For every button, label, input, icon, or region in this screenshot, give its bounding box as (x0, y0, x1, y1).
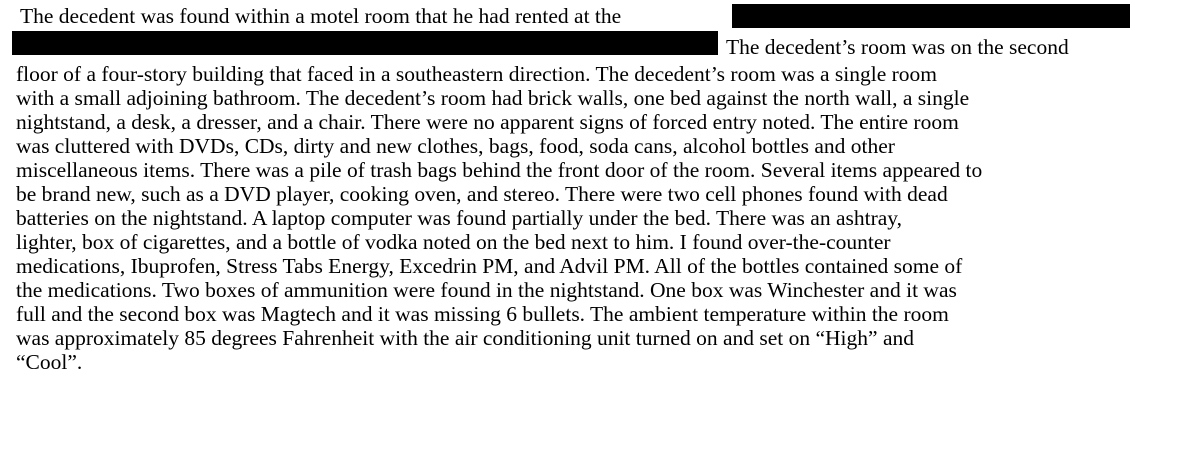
text-line-10: lighter, box of cigarettes, and a bottle of vodka noted on the bed next to him. I found over-the-counter (16, 230, 891, 254)
text-line-11: medications, Ibuprofen, Stress Tabs Energy, Excedrin PM, and Advil PM. All of the bottles contained some of (16, 254, 963, 278)
text-line-15: “Cool”. (16, 350, 83, 374)
text-line-13: full and the second box was Magtech and it was missing 6 bullets. The ambient temperature within the room (16, 302, 949, 326)
redaction-block-2 (12, 31, 718, 55)
text-line-7: miscellaneous items. There was a pile of trash bags behind the front door of the room. Several items appeared to (16, 158, 983, 182)
redaction-block-1 (732, 4, 1130, 28)
text-line-9: batteries on the nightstand. A laptop computer was found partially under the bed. There was an ashtray, (16, 206, 903, 230)
text-line-8: be brand new, such as a DVD player, cooking oven, and stereo. There were two cell phones found with dead (16, 182, 948, 206)
text-line-12: the medications. Two boxes of ammunition were found in the nightstand. One box was Winchester and it was (16, 278, 957, 302)
text-line-5: nightstand, a desk, a dresser, and a chair. There were no apparent signs of forced entry noted. The entire room (16, 110, 959, 134)
text-line-6: was cluttered with DVDs, CDs, dirty and new clothes, bags, food, soda cans, alcohol bottles and other (16, 134, 895, 158)
text-line-14: was approximately 85 degrees Fahrenheit with the air conditioning unit turned on and set on “High” and (16, 326, 914, 350)
text-line-4: with a small adjoining bathroom. The decedent’s room had brick walls, one bed against the north wall, a single (16, 86, 970, 110)
text-line-3: floor of a four-story building that faced in a southeastern direction. The decedent’s room was a single room (16, 62, 938, 86)
text-line-2: The decedent’s room was on the second (726, 35, 1069, 59)
text-line-1: The decedent was found within a motel room that he had rented at the (20, 4, 622, 28)
